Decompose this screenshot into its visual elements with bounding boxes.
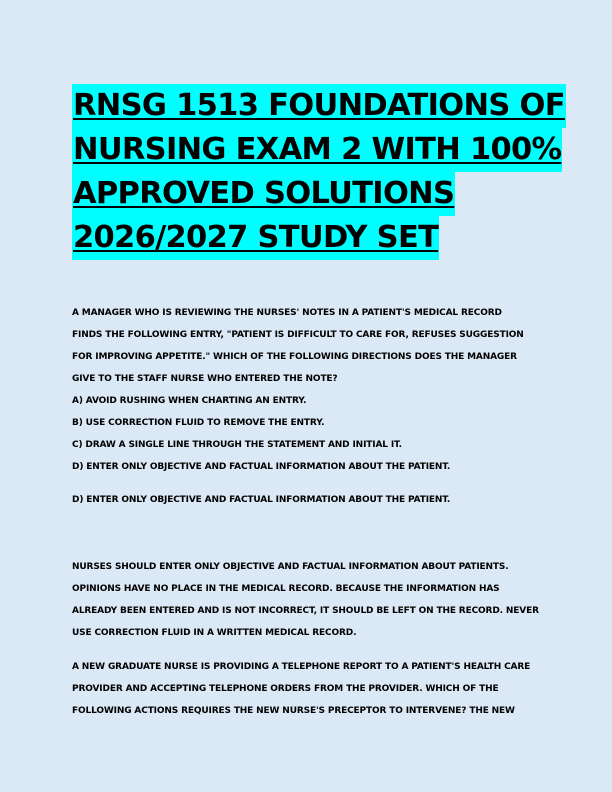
question-1-rationale-line: ALREADY BEEN ENTERED AND IS NOT INCORRECT, IT SHOULD BE LEFT ON THE RECORD. NEVER [72, 606, 539, 616]
question-1-rationale-line: USE CORRECTION FLUID IN A WRITTEN MEDICAL RECORD. [72, 628, 357, 638]
question-1-rationale-line: NURSES SHOULD ENTER ONLY OBJECTIVE AND FACTUAL INFORMATION ABOUT PATIENTS. [72, 562, 509, 572]
question-1-stem-line: FINDS THE FOLLOWING ENTRY, "PATIENT IS DIFFICULT TO CARE FOR, REFUSES SUGGESTION [72, 330, 524, 340]
title-line: RNSG 1513 FOUNDATIONS OF [72, 84, 566, 128]
document-title [72, 84, 565, 260]
question-1-option-d: D) ENTER ONLY OBJECTIVE AND FACTUAL INFORMATION ABOUT THE PATIENT. [72, 462, 451, 472]
question-1-stem-line: FOR IMPROVING APPETITE." WHICH OF THE FOLLOWING DIRECTIONS DOES THE MANAGER [72, 352, 517, 362]
question-1-stem-line: GIVE TO THE STAFF NURSE WHO ENTERED THE NOTE? [72, 374, 338, 384]
title-line: 2026/2027 STUDY SET [72, 216, 439, 260]
question-1-option-b: B) USE CORRECTION FLUID TO REMOVE THE ENTRY. [72, 418, 325, 428]
title-line: NURSING EXAM 2 WITH 100% [72, 128, 562, 172]
question-2-stem-line: FOLLOWING ACTIONS REQUIRES THE NEW NURSE'S PRECEPTOR TO INTERVENE? THE NEW [72, 706, 515, 716]
question-1-answer: D) ENTER ONLY OBJECTIVE AND FACTUAL INFORMATION ABOUT THE PATIENT. [72, 495, 451, 505]
question-2-stem-line: A NEW GRADUATE NURSE IS PROVIDING A TELEPHONE REPORT TO A PATIENT'S HEALTH CARE [72, 662, 531, 672]
question-1-rationale-line: OPINIONS HAVE NO PLACE IN THE MEDICAL RECORD. BECAUSE THE INFORMATION HAS [72, 584, 500, 594]
question-1-option-c: C) DRAW A SINGLE LINE THROUGH THE STATEMENT AND INITIAL IT. [72, 440, 402, 450]
question-2-stem-line: PROVIDER AND ACCEPTING TELEPHONE ORDERS FROM THE PROVIDER. WHICH OF THE [72, 684, 499, 694]
question-1-option-a: A) AVOID RUSHING WHEN CHARTING AN ENTRY. [72, 396, 307, 406]
question-1-stem-line: A MANAGER WHO IS REVIEWING THE NURSES' NOTES IN A PATIENT'S MEDICAL RECORD [72, 308, 502, 318]
title-line: APPROVED SOLUTIONS [72, 172, 455, 216]
